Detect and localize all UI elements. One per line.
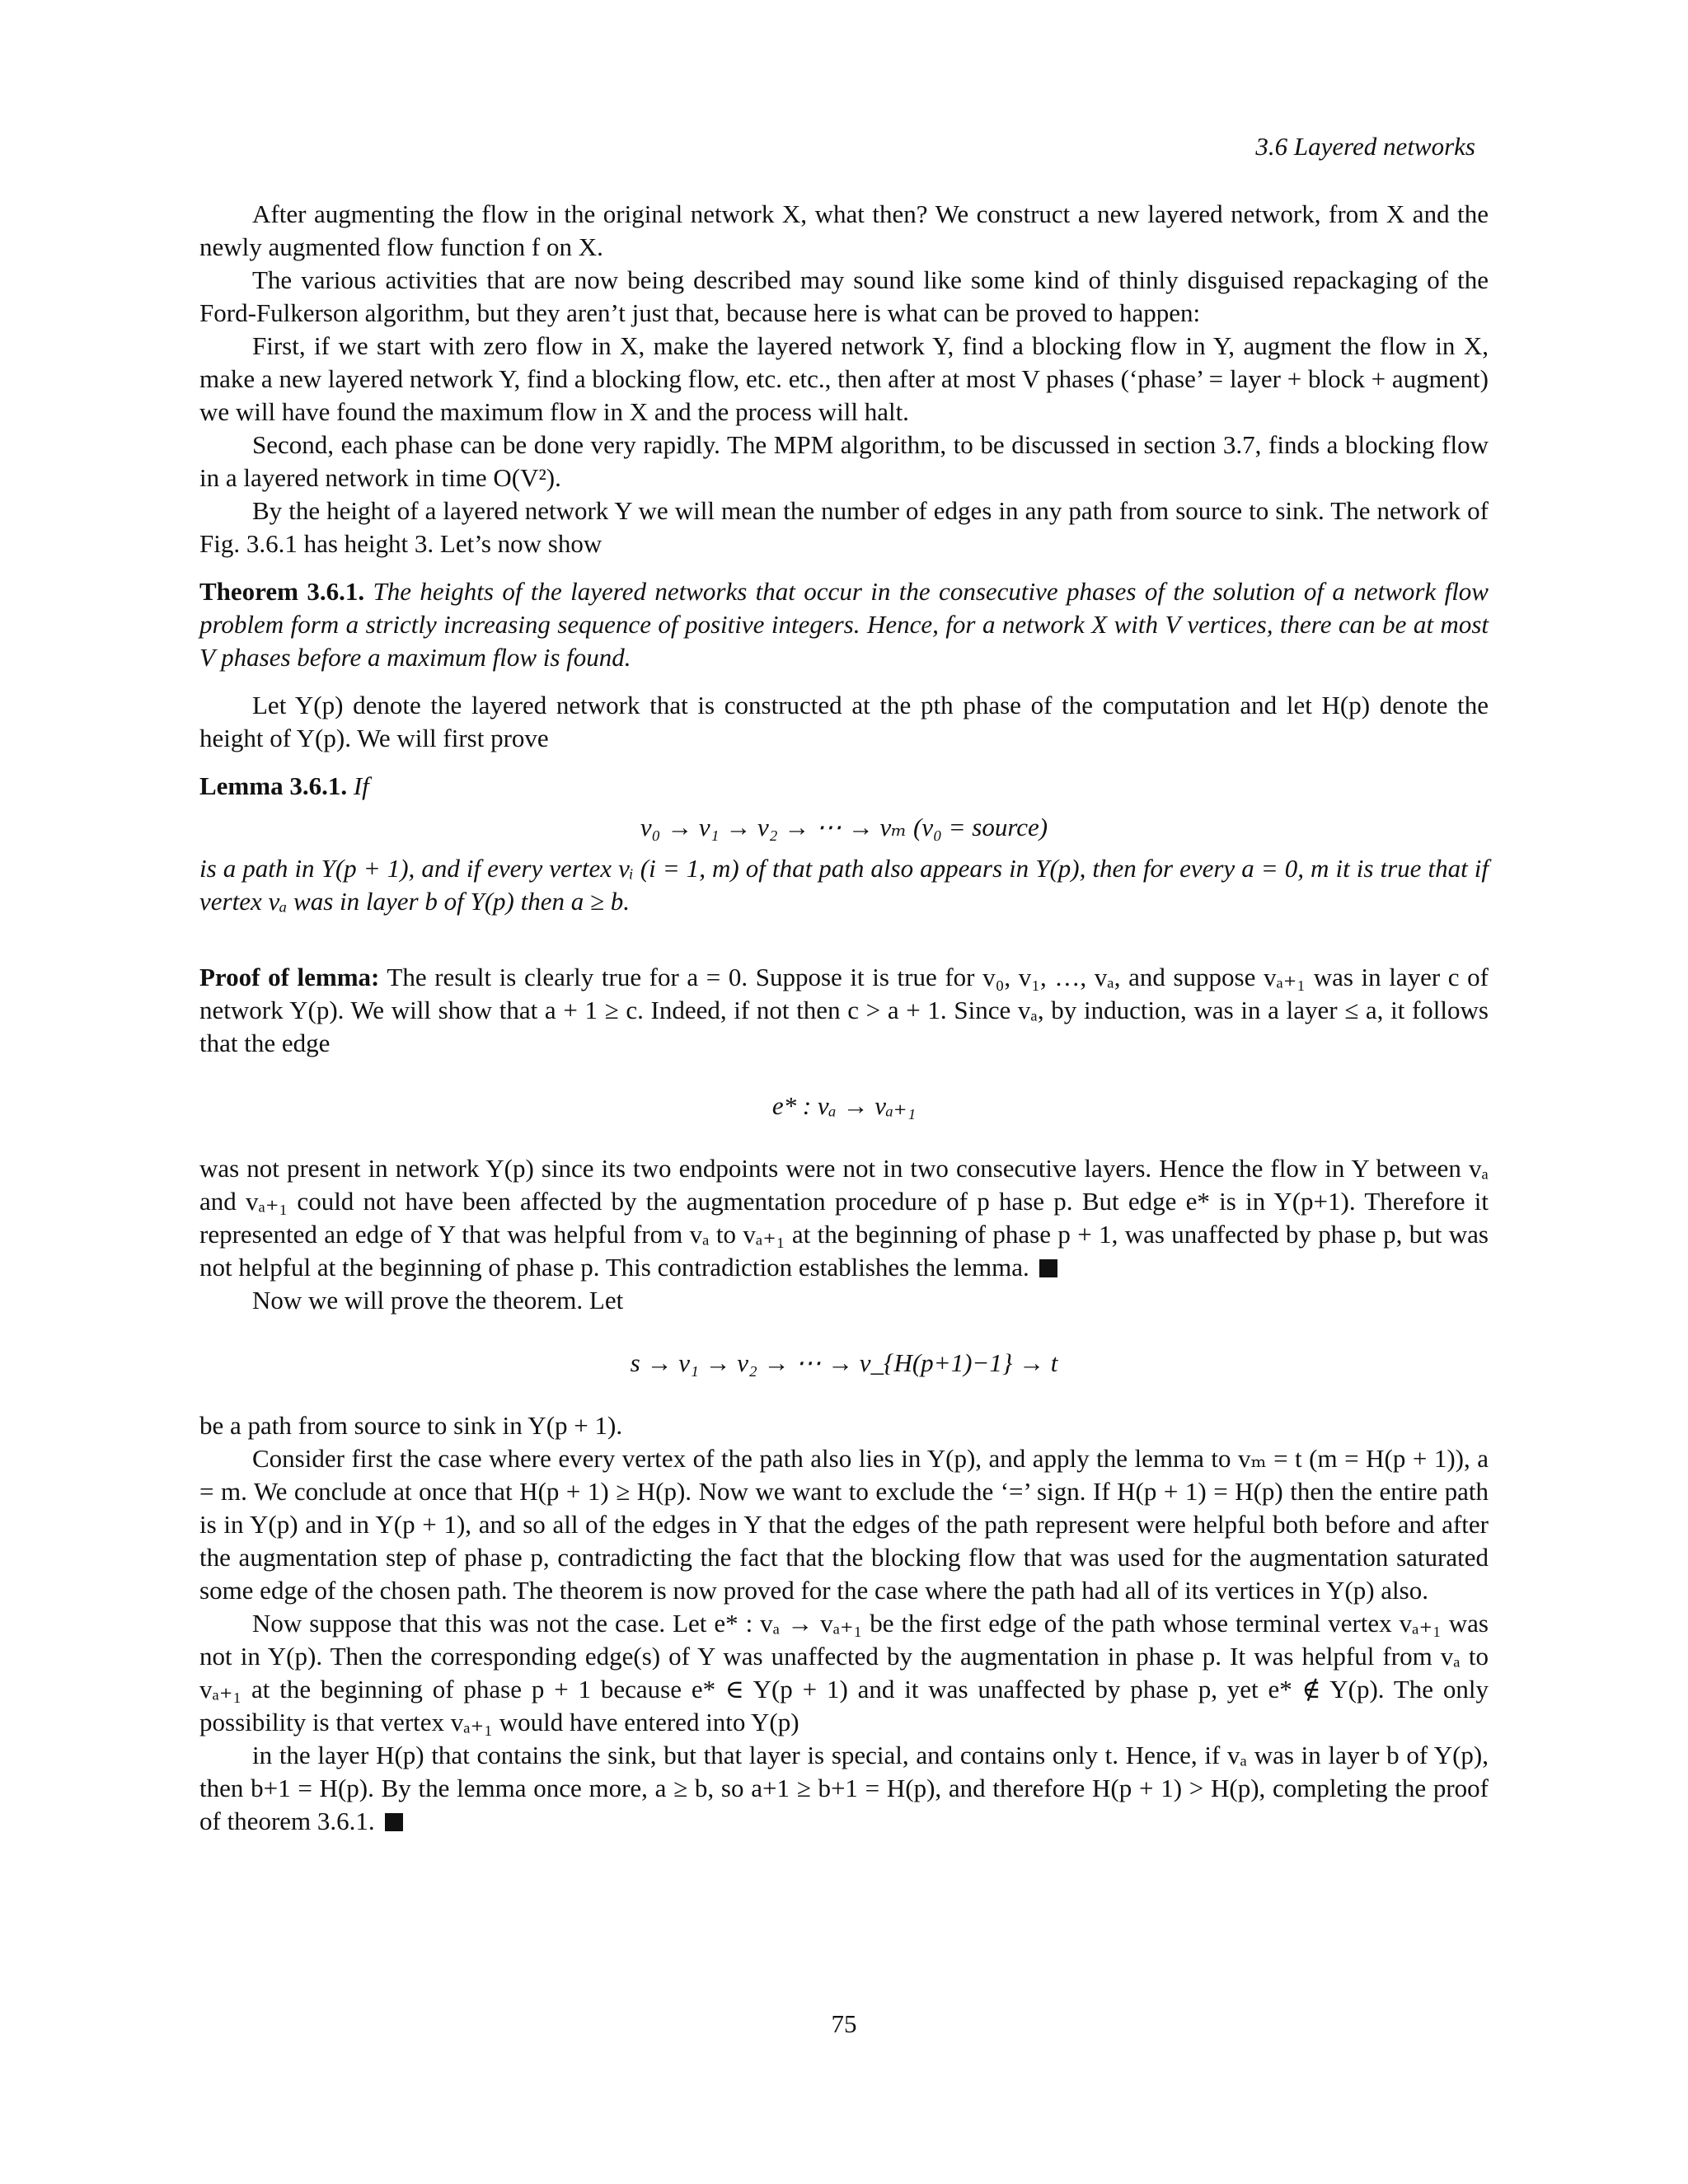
lemma-heading bbox=[199, 770, 1489, 803]
proof-of-lemma bbox=[199, 961, 1489, 1060]
paragraph-1: After augmenting the flow in the original network X, what then? We construct a new layered network, from X and the newly augmented flow function f on X. bbox=[199, 199, 1489, 261]
qed-square bbox=[385, 1813, 403, 1831]
theorem-block bbox=[199, 575, 1489, 674]
path-display-equation: s → v₁ → v₂ → ⋯ → v_{H(p+1)−1} → t bbox=[630, 1348, 1058, 1377]
theorem-proof-case-2: Now suppose that this was not the case. Let e* : vₐ → vₐ₊₁ be the first edge of the path whose terminal vertex vₐ₊₁ was not in Y(p). Then the corresponding edge(s) of Y was unaffected by the augmentation in phase p. It was helpful from vₐ to vₐ₊₁ at the beginning of phase p + 1 because e* ∈ Y(p + 1) and it was unaffected by phase p, yet e* ∉ Y(p). The only possibility is that vertex vₐ₊₁ would have entered into Y(p) bbox=[199, 1609, 1489, 1736]
running-header: 3.6 Layered networks bbox=[1255, 132, 1475, 161]
lemma-intro: If bbox=[353, 771, 369, 800]
proof-text-1: The result is clearly true for a = 0. Suppose it is true for v₀, v₁, …, vₐ, and suppose vₐ₊₁ was in layer c of network Y(p). We will show that a + 1 ≥ c. Indeed, if not then c > a + 1. Since vₐ, by induction, was in a layer ≤ a, it follows that the edge bbox=[199, 963, 1489, 1057]
theorem-proof-after: be a path from source to sink in Y(p + 1). bbox=[199, 1411, 623, 1440]
theorem-proof-intro: Now we will prove the theorem. Let bbox=[252, 1286, 624, 1315]
main-text bbox=[199, 198, 1489, 1838]
paragraph-3: First, if we start with zero flow in X, make the layered network Y, find a blocking flow in Y, augment the flow in X, make a new layered network Y, find a blocking flow, etc. etc., then after at most V phases (‘phase’ = layer + block + augment) we will have found the maximum flow in X and the process will halt. bbox=[199, 331, 1489, 426]
theorem-text: The heights of the layered networks that occur in the consecutive phases of the solution of a network flow problem form a strictly increasing sequence of positive integers. Hence, for a network X with V vertices, there can be at most V phases before a maximum flow is found. bbox=[199, 577, 1489, 672]
lemma-display-equation: v₀ → v₁ → v₂ → ⋯ → vₘ (v₀ = source) bbox=[640, 813, 1048, 841]
proof-label: Proof of lemma: bbox=[199, 963, 380, 991]
paragraph-4: Second, each phase can be done very rapidly. The MPM algorithm, to be discussed in section 3.7, finds a blocking flow in a layered network in time O(V²). bbox=[199, 430, 1489, 492]
qed-square bbox=[1039, 1259, 1057, 1277]
theorem-proof-case-3: in the layer H(p) that contains the sink, but that layer is special, and contains only t. Hence, if vₐ was in layer b of Y(p), then b+1 = H(p). By the lemma once more, a ≥ b, so a+1 ≥ b+1 = H(p), and therefore H(p + 1) > H(p), completing the proof of theorem 3.6.1. bbox=[199, 1741, 1489, 1835]
theorem-label: Theorem 3.6.1. bbox=[199, 577, 365, 606]
paragraph-5: By the height of a layered network Y we will mean the number of edges in any path from source to sink. The network of Fig. 3.6.1 has height 3. Let’s now show bbox=[199, 496, 1489, 558]
paragraph-2: The various activities that are now being described may sound like some kind of thinly disguised repackaging of the Ford-Fulkerson algorithm, but they aren’t just that, because here is what can be proved to happen: bbox=[199, 265, 1489, 327]
page-number: 75 bbox=[831, 2009, 857, 2038]
proof-text-2: was not present in network Y(p) since its two endpoints were not in two consecutive layers. Hence the flow in Y between vₐ and vₐ₊₁ could not have been affected by the augmentation procedure of p hase p. But edge e* is in Y(p+1). Therefore it represented an edge of Y that was helpful from vₐ to vₐ₊₁ at the beginning of phase p + 1, was unaffected by phase p, but was not helpful at the beginning of phase p. This contradiction establishes the lemma. bbox=[199, 1154, 1489, 1282]
edge-display-equation: e* : vₐ → vₐ₊₁ bbox=[771, 1091, 917, 1120]
paragraph-6: Let Y(p) denote the layered network that is constructed at the pth phase of the computation and let H(p) denote the height of Y(p). We will first prove bbox=[199, 691, 1489, 752]
lemma-label: Lemma 3.6.1. bbox=[199, 771, 348, 800]
theorem-proof-case-1: Consider first the case where every vertex of the path also lies in Y(p), and apply the lemma to vₘ = t (m = H(p + 1)), a = m. We conclude at once that H(p + 1) ≥ H(p). Now we want to exclude the ‘=’ sign. If H(p + 1) = H(p) then the entire path is in Y(p) and in Y(p + 1), and so all of the edges in Y that the edges of the path represent were helpful both before and after the augmentation step of phase p, contradicting the fact that the blocking flow that was used for the augmentation saturated some edge of the chosen path. The theorem is now proved for the case where the path had all of its vertices in Y(p) also. bbox=[199, 1444, 1489, 1605]
lemma-text: is a path in Y(p + 1), and if every vertex vᵢ (i = 1, m) of that path also appears in Y(p), then for every a = 0, m it is true that if vertex vₐ was in layer b of Y(p) then a ≥ b. bbox=[199, 854, 1489, 916]
